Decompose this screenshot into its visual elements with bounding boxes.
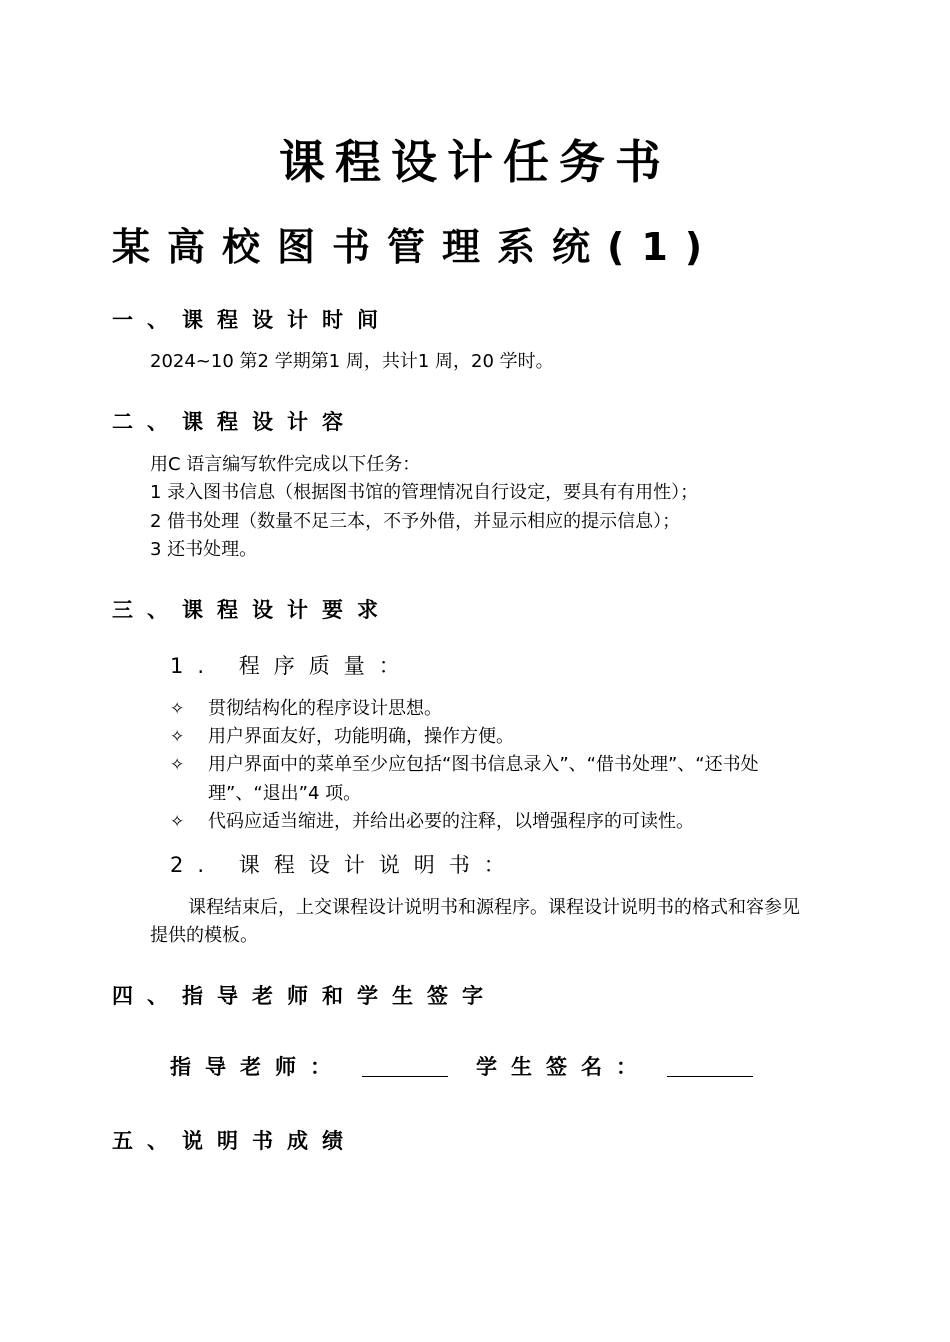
bullet-item: 用户界面中的菜单至少应包括“图书信息录入”、“借书处理”、“还书处 [208,754,759,775]
student-signature-line[interactable] [667,1076,753,1077]
sparkle-bullet-icon: ✧ [170,727,185,747]
content-line: 1 录入图书信息（根据图书馆的管理情况自行设定，要具有有用性）； [150,482,699,503]
teacher-signature-line[interactable] [362,1076,448,1077]
section-heading-signatures: 四、指导老师和学生签字 [112,984,497,1008]
section-heading-time: 一、课程设计时间 [112,308,392,332]
subheading-design-manual: 2. 课程设计说明书： [170,853,519,877]
manual-text-line: 提供的模板。 [150,925,258,946]
section-heading-requirements: 三、课程设计要求 [112,598,392,622]
student-label: 学生签名： [476,1055,651,1079]
section-heading-content: 二、课程设计容 [112,410,357,434]
subheading-program-quality: 1. 程序质量： [170,654,414,678]
manual-text-line: 课程结束后，上交课程设计说明书和源程序。课程设计说明书的格式和容参见 [188,897,800,918]
sparkle-bullet-icon: ✧ [170,699,185,719]
bullet-item: 代码应适当缩进，并给出必要的注释，以增强程序的可读性。 [208,811,694,832]
sparkle-bullet-icon: ✧ [170,812,185,832]
document-title: 课程设计任务书 [279,135,671,189]
bullet-item: 用户界面友好，功能明确，操作方便。 [208,726,514,747]
content-line: 3 还书处理。 [150,539,258,560]
section-heading-grade: 五、说明书成绩 [112,1129,357,1153]
sparkle-bullet-icon: ✧ [170,755,185,775]
content-line: 用C 语言编写软件完成以下任务： [150,454,421,475]
bullet-item-continuation: 理”、“退出”4 项。 [208,783,362,804]
document-subtitle: 某高校图书管理系统(1) [112,225,720,269]
teacher-label: 指导老师： [170,1055,345,1079]
bullet-item: 贯彻结构化的程序设计思想。 [208,698,442,719]
section-time-text: 2024~10 第2 学期第1 周，共计1 周，20 学时。 [150,351,554,372]
content-line: 2 借书处理（数量不足三本，不予外借，并显示相应的提示信息）； [150,511,681,532]
